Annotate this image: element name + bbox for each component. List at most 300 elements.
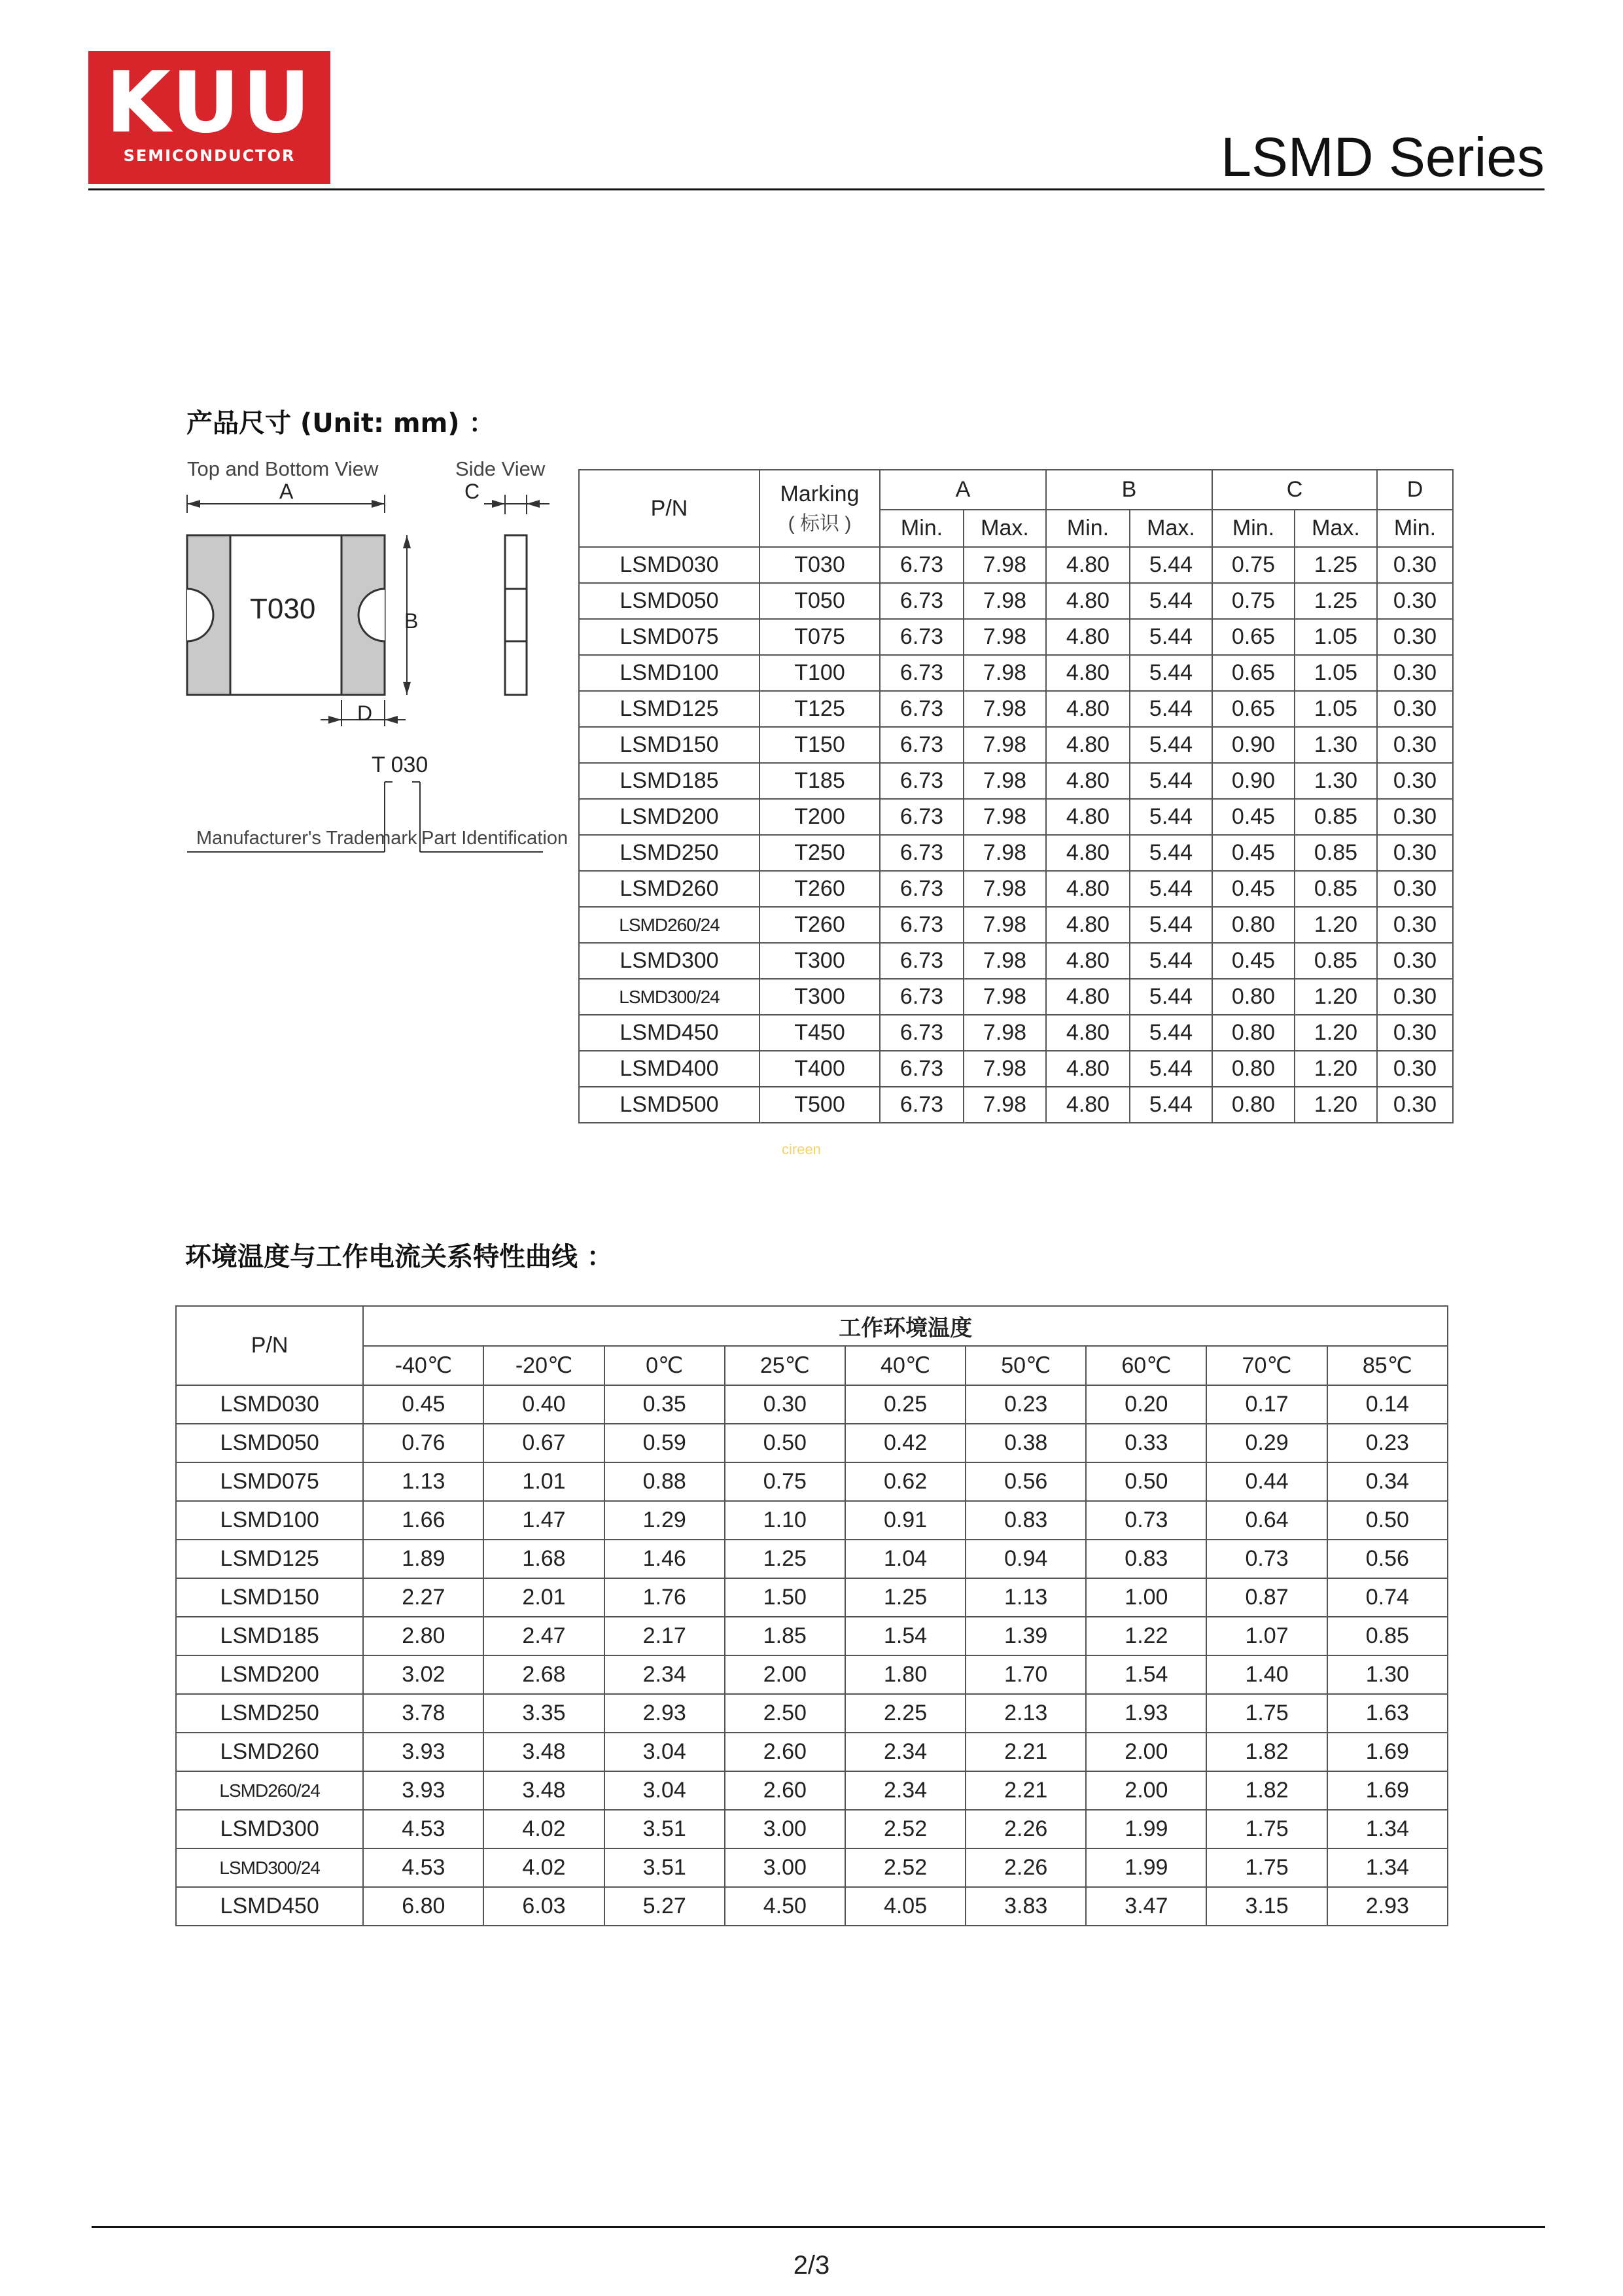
current-cell: 0.38 [966, 1424, 1086, 1462]
current-cell: 0.35 [604, 1385, 725, 1424]
marking-cell: T030 [759, 547, 880, 583]
dimension-cell: 5.44 [1130, 943, 1212, 979]
marking-cell: T125 [759, 691, 880, 727]
dimension-cell: 4.80 [1046, 763, 1130, 799]
part-number-cell: LSMD300/24 [579, 979, 759, 1015]
dimension-cell: 7.98 [964, 1051, 1046, 1087]
current-cell: 2.25 [845, 1694, 966, 1733]
dimension-cell: 0.30 [1377, 871, 1453, 907]
current-cell: 0.75 [725, 1462, 845, 1501]
table-row [176, 1617, 1448, 1655]
dimension-cell: 4.80 [1046, 619, 1130, 655]
current-cell: 2.50 [725, 1694, 845, 1733]
table-row [176, 1848, 1448, 1887]
current-cell: 1.69 [1327, 1771, 1448, 1810]
dimension-cell: 0.85 [1295, 943, 1377, 979]
dimension-cell: 6.73 [880, 1087, 964, 1123]
current-cell: 1.70 [966, 1655, 1086, 1694]
current-cell: 0.20 [1086, 1385, 1206, 1424]
current-cell: 4.02 [483, 1848, 604, 1887]
dimension-cell: 1.20 [1295, 1087, 1377, 1123]
dimension-cell: 5.44 [1130, 799, 1212, 835]
current-cell: 5.27 [604, 1887, 725, 1926]
current-cell: 1.80 [845, 1655, 966, 1694]
dimension-cell: 5.44 [1130, 691, 1212, 727]
dimension-cell: 1.05 [1295, 655, 1377, 691]
dimension-cell: 6.73 [880, 1015, 964, 1051]
table-row [176, 1771, 1448, 1810]
current-cell: 0.33 [1086, 1424, 1206, 1462]
current-cell: 1.25 [845, 1578, 966, 1617]
current-cell: 3.93 [363, 1771, 483, 1810]
current-cell: 1.34 [1327, 1810, 1448, 1848]
table-row [176, 1578, 1448, 1617]
current-cell: 2.27 [363, 1578, 483, 1617]
current-cell: 3.51 [604, 1848, 725, 1887]
current-cell: 1.76 [604, 1578, 725, 1617]
dimension-cell: 5.44 [1130, 1051, 1212, 1087]
dimension-cell: 7.98 [964, 1015, 1046, 1051]
current-cell: 3.93 [363, 1733, 483, 1771]
dimension-cell: 0.30 [1377, 979, 1453, 1015]
current-cell: 0.73 [1086, 1501, 1206, 1540]
current-cell: 1.25 [725, 1540, 845, 1578]
current-cell: 0.45 [363, 1385, 483, 1424]
dimension-d-header: D [1377, 470, 1453, 510]
marking-cell: T185 [759, 763, 880, 799]
current-cell: 1.54 [845, 1617, 966, 1655]
current-cell: 0.76 [363, 1424, 483, 1462]
current-cell: 2.93 [1327, 1887, 1448, 1926]
part-number-cell: LSMD050 [579, 583, 759, 619]
dimension-cell: 0.80 [1212, 907, 1295, 943]
page-number: 2/3 [793, 2251, 830, 2280]
current-cell: 1.04 [845, 1540, 966, 1578]
dimension-cell: 6.73 [880, 979, 964, 1015]
dimension-cell: 4.80 [1046, 583, 1130, 619]
dimension-cell: 0.30 [1377, 619, 1453, 655]
marking-code-example: T 030 [372, 752, 428, 777]
part-number-cell: LSMD260 [579, 871, 759, 907]
dimension-cell: 0.90 [1212, 763, 1295, 799]
current-cell: 1.89 [363, 1540, 483, 1578]
current-cell: 3.48 [483, 1733, 604, 1771]
table-row [176, 1462, 1448, 1501]
dimension-a-label: A [279, 480, 294, 503]
current-cell: 3.83 [966, 1887, 1086, 1926]
dimension-cell: 0.85 [1295, 835, 1377, 871]
table-row [176, 1501, 1448, 1540]
current-cell: 0.56 [966, 1462, 1086, 1501]
current-cell: 2.21 [966, 1733, 1086, 1771]
part-number-cell: LSMD250 [176, 1694, 363, 1733]
dimension-cell: 5.44 [1130, 763, 1212, 799]
current-cell: 1.99 [1086, 1848, 1206, 1887]
current-cell: 3.78 [363, 1694, 483, 1733]
dimension-cell: 0.30 [1377, 1015, 1453, 1051]
b-max-header: Max. [1130, 510, 1212, 547]
current-cell: 0.17 [1206, 1385, 1327, 1424]
dimension-cell: 1.05 [1295, 691, 1377, 727]
part-number-cell: LSMD150 [176, 1578, 363, 1617]
temperature-header-cell: -40℃ [363, 1346, 483, 1385]
table-row [176, 1810, 1448, 1848]
dimension-cell: 6.73 [880, 907, 964, 943]
current-cell: 2.26 [966, 1810, 1086, 1848]
dimension-cell: 5.44 [1130, 619, 1212, 655]
dimension-cell: 0.30 [1377, 835, 1453, 871]
part-number-cell: LSMD300 [176, 1810, 363, 1848]
current-cell: 1.22 [1086, 1617, 1206, 1655]
marking-cell: T450 [759, 1015, 880, 1051]
part-number-cell: LSMD030 [176, 1385, 363, 1424]
dimension-cell: 0.45 [1212, 799, 1295, 835]
temperature-header-cell: 60℃ [1086, 1346, 1206, 1385]
current-cell: 2.34 [845, 1733, 966, 1771]
dimension-a-header: A [880, 470, 1046, 510]
current-cell: 0.56 [1327, 1540, 1448, 1578]
temperature-current-table [175, 1305, 1448, 1926]
dimension-cell: 0.30 [1377, 727, 1453, 763]
current-cell: 0.85 [1327, 1617, 1448, 1655]
current-cell: 1.54 [1086, 1655, 1206, 1694]
dimension-cell: 4.80 [1046, 835, 1130, 871]
dimension-cell: 7.98 [964, 871, 1046, 907]
table-row [579, 691, 1453, 727]
dimension-cell: 0.65 [1212, 691, 1295, 727]
dimension-cell: 0.30 [1377, 547, 1453, 583]
dimension-cell: 0.65 [1212, 655, 1295, 691]
current-cell: 1.40 [1206, 1655, 1327, 1694]
table-row [579, 763, 1453, 799]
current-cell: 2.34 [845, 1771, 966, 1810]
dimension-cell: 7.98 [964, 727, 1046, 763]
dimension-cell: 1.05 [1295, 619, 1377, 655]
current-cell: 0.74 [1327, 1578, 1448, 1617]
current-cell: 0.42 [845, 1424, 966, 1462]
table-row [579, 907, 1453, 943]
top-view-label: Top and Bottom View [187, 457, 379, 480]
current-cell: 3.48 [483, 1771, 604, 1810]
dimension-cell: 6.73 [880, 547, 964, 583]
part-number-cell: LSMD450 [579, 1015, 759, 1051]
current-cell: 1.07 [1206, 1617, 1327, 1655]
current-cell: 0.50 [1327, 1501, 1448, 1540]
current-cell: 1.63 [1327, 1694, 1448, 1733]
current-cell: 1.99 [1086, 1810, 1206, 1848]
dimension-cell: 4.80 [1046, 943, 1130, 979]
part-number-cell: LSMD030 [579, 547, 759, 583]
current-cell: 0.91 [845, 1501, 966, 1540]
part-number-cell: LSMD125 [176, 1540, 363, 1578]
part-number-cell: LSMD500 [579, 1087, 759, 1123]
current-cell: 2.00 [1086, 1771, 1206, 1810]
dimension-cell: 6.73 [880, 799, 964, 835]
kuu-logo [88, 51, 330, 184]
table-row [579, 547, 1453, 583]
dimension-cell: 5.44 [1130, 979, 1212, 1015]
part-identification-label: Part Identification [421, 828, 568, 849]
part-number-cell: LSMD450 [176, 1887, 363, 1926]
dimension-cell: 7.98 [964, 979, 1046, 1015]
part-number-cell: LSMD200 [579, 799, 759, 835]
current-cell: 0.62 [845, 1462, 966, 1501]
part-number-cell: LSMD075 [176, 1462, 363, 1501]
dimension-cell: 7.98 [964, 619, 1046, 655]
marking-header [759, 470, 880, 547]
current-cell: 1.10 [725, 1501, 845, 1540]
dimension-cell: 6.73 [880, 727, 964, 763]
current-cell: 1.39 [966, 1617, 1086, 1655]
current-cell: 1.47 [483, 1501, 604, 1540]
current-cell: 1.13 [966, 1578, 1086, 1617]
current-cell: 2.47 [483, 1617, 604, 1655]
current-cell: 0.29 [1206, 1424, 1327, 1462]
temperature-header-cell: 70℃ [1206, 1346, 1327, 1385]
series-title: LSMD Series [1221, 126, 1544, 188]
dimension-cell: 0.30 [1377, 691, 1453, 727]
dimension-cell: 0.80 [1212, 1051, 1295, 1087]
dimension-drawing-svg [177, 451, 556, 870]
table-row [579, 727, 1453, 763]
dimension-cell: 4.80 [1046, 1087, 1130, 1123]
current-cell: 1.85 [725, 1617, 845, 1655]
dimension-cell: 1.20 [1295, 1051, 1377, 1087]
current-cell: 2.13 [966, 1694, 1086, 1733]
current-cell: 2.26 [966, 1848, 1086, 1887]
current-cell: 0.30 [725, 1385, 845, 1424]
header-rule [88, 188, 1544, 190]
marking-cell: T100 [759, 655, 880, 691]
table-row [176, 1424, 1448, 1462]
operating-temperature-header: 工作环境温度 [363, 1306, 1448, 1346]
current-cell: 3.00 [725, 1848, 845, 1887]
dimension-cell: 1.25 [1295, 583, 1377, 619]
table-row [176, 1385, 1448, 1424]
current-cell: 1.00 [1086, 1578, 1206, 1617]
current-cell: 1.68 [483, 1540, 604, 1578]
dimension-cell: 7.98 [964, 1087, 1046, 1123]
part-number-cell: LSMD300 [579, 943, 759, 979]
table-row [579, 655, 1453, 691]
dimension-cell: 6.73 [880, 835, 964, 871]
dimension-cell: 5.44 [1130, 727, 1212, 763]
dimension-cell: 6.73 [880, 655, 964, 691]
current-cell: 3.00 [725, 1810, 845, 1848]
current-cell: 0.67 [483, 1424, 604, 1462]
current-cell: 0.83 [1086, 1540, 1206, 1578]
current-cell: 3.47 [1086, 1887, 1206, 1926]
dimension-cell: 0.75 [1212, 547, 1295, 583]
current-cell: 1.66 [363, 1501, 483, 1540]
dimension-cell: 5.44 [1130, 583, 1212, 619]
part-number-cell: LSMD300/24 [176, 1848, 363, 1887]
watermark-text: cireen [782, 1141, 821, 1157]
current-cell: 1.30 [1327, 1655, 1448, 1694]
table-row [579, 799, 1453, 835]
dimension-cell: 7.98 [964, 691, 1046, 727]
dimension-cell: 4.80 [1046, 691, 1130, 727]
dimension-cell: 0.30 [1377, 907, 1453, 943]
dimension-cell: 1.30 [1295, 727, 1377, 763]
dimension-cell: 4.80 [1046, 979, 1130, 1015]
table-row [579, 871, 1453, 907]
current-cell: 1.93 [1086, 1694, 1206, 1733]
dimension-cell: 5.44 [1130, 547, 1212, 583]
dimension-cell: 0.80 [1212, 1015, 1295, 1051]
part-number-cell: LSMD185 [579, 763, 759, 799]
current-cell: 2.01 [483, 1578, 604, 1617]
dimension-d-label: D [357, 701, 373, 725]
part-number-cell: LSMD185 [176, 1617, 363, 1655]
logo-subtext: SEMICONDUCTOR [123, 147, 296, 165]
table-row [579, 1015, 1453, 1051]
dimensions-heading: 产品尺寸 (Unit: mm) ： [186, 408, 495, 438]
table-row [579, 979, 1453, 1015]
table-row [579, 835, 1453, 871]
dimension-cell: 7.98 [964, 763, 1046, 799]
dimension-cell: 4.80 [1046, 799, 1130, 835]
part-number-cell: LSMD100 [176, 1501, 363, 1540]
part-number-cell: LSMD200 [176, 1655, 363, 1694]
part-number-cell: LSMD100 [579, 655, 759, 691]
dimension-cell: 0.30 [1377, 763, 1453, 799]
current-cell: 2.21 [966, 1771, 1086, 1810]
part-number-cell: LSMD075 [579, 619, 759, 655]
dimension-cell: 0.45 [1212, 943, 1295, 979]
dimension-cell: 0.30 [1377, 1087, 1453, 1123]
trademark-label: Manufacturer's Trademark [196, 828, 417, 849]
current-cell: 0.25 [845, 1385, 966, 1424]
part-number-cell: LSMD150 [579, 727, 759, 763]
dimension-cell: 6.73 [880, 583, 964, 619]
current-cell: 4.53 [363, 1848, 483, 1887]
current-cell: 0.34 [1327, 1462, 1448, 1501]
marking-cell: T300 [759, 943, 880, 979]
dimension-cell: 6.73 [880, 1051, 964, 1087]
dimension-cell: 0.45 [1212, 871, 1295, 907]
dimension-cell: 6.73 [880, 871, 964, 907]
dimension-cell: 4.80 [1046, 1015, 1130, 1051]
part-number-cell: LSMD260 [176, 1733, 363, 1771]
dimension-b-header: B [1046, 470, 1212, 510]
dimension-cell: 7.98 [964, 655, 1046, 691]
current-cell: 4.50 [725, 1887, 845, 1926]
table-row [176, 1694, 1448, 1733]
pn-header: P/N [579, 470, 759, 547]
current-cell: 1.01 [483, 1462, 604, 1501]
current-cell: 0.50 [1086, 1462, 1206, 1501]
current-cell: 0.14 [1327, 1385, 1448, 1424]
current-cell: 3.02 [363, 1655, 483, 1694]
dimension-cell: 5.44 [1130, 655, 1212, 691]
marking-cell: T300 [759, 979, 880, 1015]
current-cell: 0.73 [1206, 1540, 1327, 1578]
current-cell: 2.68 [483, 1655, 604, 1694]
a-min-header: Min. [880, 510, 964, 547]
current-cell: 0.40 [483, 1385, 604, 1424]
current-cell: 1.50 [725, 1578, 845, 1617]
temperature-header-cell: 25℃ [725, 1346, 845, 1385]
dimension-cell: 0.30 [1377, 943, 1453, 979]
dimensions-table-body [579, 547, 1453, 1123]
dimension-c-label: C [464, 480, 480, 503]
current-cell: 0.23 [966, 1385, 1086, 1424]
dimension-cell: 1.20 [1295, 1015, 1377, 1051]
dimension-cell: 5.44 [1130, 1087, 1212, 1123]
table-row [579, 619, 1453, 655]
dimension-cell: 0.30 [1377, 1051, 1453, 1087]
part-number-cell: LSMD250 [579, 835, 759, 871]
current-cell: 3.04 [604, 1771, 725, 1810]
table-row [579, 1087, 1453, 1123]
dimension-cell: 7.98 [964, 835, 1046, 871]
current-cell: 4.02 [483, 1810, 604, 1848]
dimension-cell: 7.98 [964, 547, 1046, 583]
current-cell: 2.52 [845, 1848, 966, 1887]
dimension-cell: 7.98 [964, 943, 1046, 979]
marking-cell: T260 [759, 907, 880, 943]
table-row [176, 1887, 1448, 1926]
dimension-cell: 1.20 [1295, 907, 1377, 943]
current-cell: 2.60 [725, 1771, 845, 1810]
current-cell: 3.51 [604, 1810, 725, 1848]
current-cell: 3.35 [483, 1694, 604, 1733]
current-cell: 0.88 [604, 1462, 725, 1501]
logo-wordmark: KUU [105, 54, 313, 152]
dimensions-table [578, 469, 1454, 1123]
dimension-cell: 4.80 [1046, 547, 1130, 583]
marking-cell: T150 [759, 727, 880, 763]
dimension-cell: 0.30 [1377, 799, 1453, 835]
current-cell: 2.80 [363, 1617, 483, 1655]
current-cell: 0.83 [966, 1501, 1086, 1540]
dimension-cell: 1.25 [1295, 547, 1377, 583]
dimension-cell: 7.98 [964, 799, 1046, 835]
current-cell: 2.34 [604, 1655, 725, 1694]
marking-header-sub: ( 标识 ) [788, 512, 852, 535]
current-cell: 2.00 [1086, 1733, 1206, 1771]
temperature-header-cell: 0℃ [604, 1346, 725, 1385]
table-row [176, 1655, 1448, 1694]
part-number-cell: LSMD260/24 [579, 907, 759, 943]
dimension-cell: 6.73 [880, 619, 964, 655]
marking-cell: T250 [759, 835, 880, 871]
marking-cell: T075 [759, 619, 880, 655]
dimension-c-header: C [1212, 470, 1377, 510]
dimension-cell: 7.98 [964, 907, 1046, 943]
part-number-cell: LSMD260/24 [176, 1771, 363, 1810]
marking-header-label: Marking [780, 481, 860, 506]
dimension-cell: 0.30 [1377, 583, 1453, 619]
current-cell: 3.15 [1206, 1887, 1327, 1926]
marking-cell: T400 [759, 1051, 880, 1087]
temperature-header-cell: -20℃ [483, 1346, 604, 1385]
chip-marking-text: T030 [250, 593, 316, 625]
dimension-cell: 5.44 [1130, 907, 1212, 943]
dimension-b-label: B [404, 609, 419, 633]
current-cell: 1.75 [1206, 1694, 1327, 1733]
current-cell: 1.69 [1327, 1733, 1448, 1771]
current-cell: 0.44 [1206, 1462, 1327, 1501]
dimension-cell: 6.73 [880, 763, 964, 799]
dimension-cell: 5.44 [1130, 835, 1212, 871]
temperature-header-cell: 40℃ [845, 1346, 966, 1385]
dimension-cell: 0.85 [1295, 799, 1377, 835]
dimension-cell: 6.73 [880, 943, 964, 979]
current-cell: 0.94 [966, 1540, 1086, 1578]
a-max-header: Max. [964, 510, 1046, 547]
